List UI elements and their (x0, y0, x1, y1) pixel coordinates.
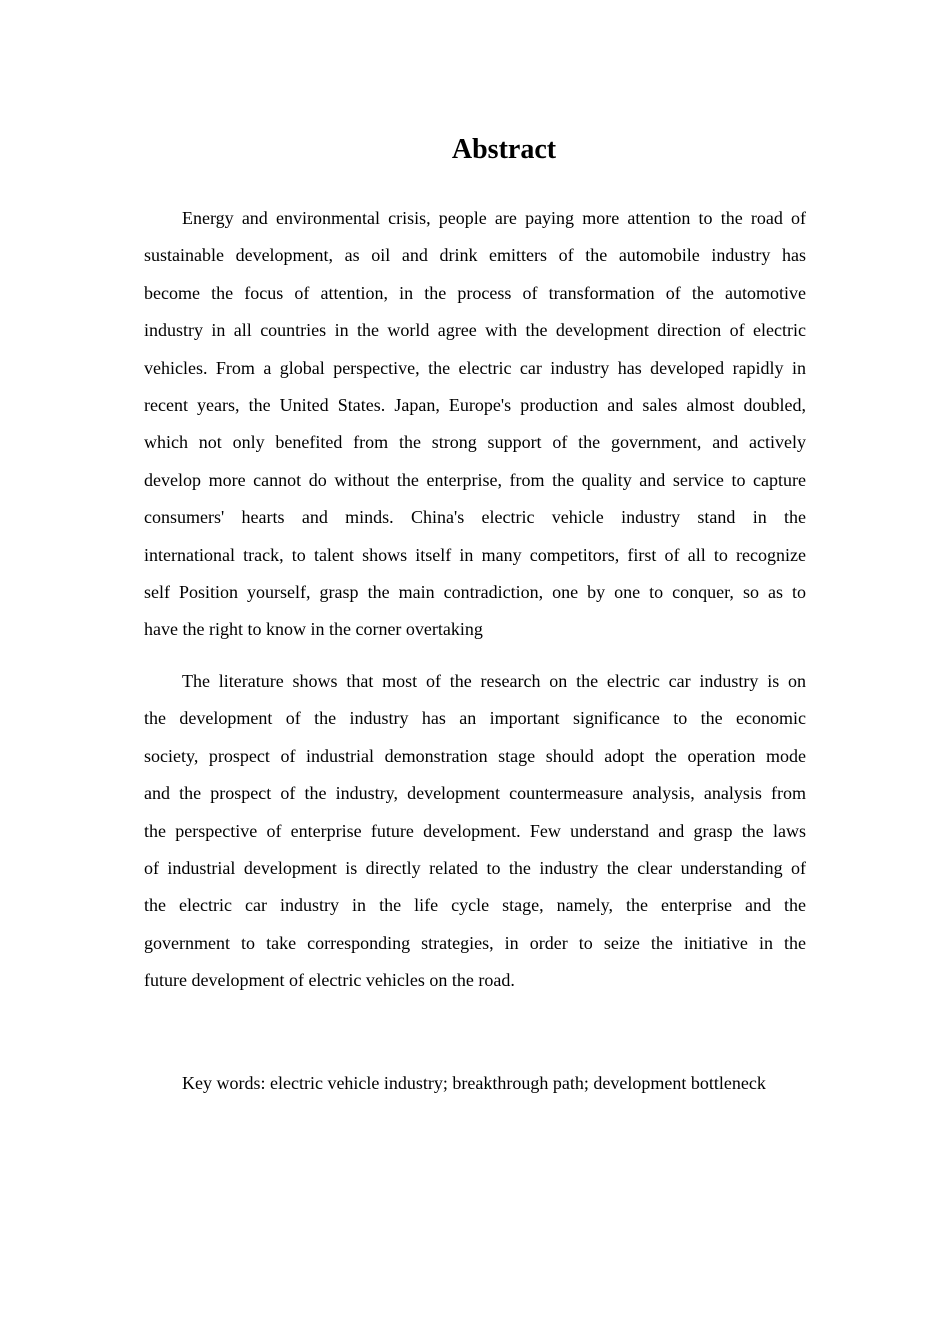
text-line: international track, to talent shows itself in many competitors, first of all to recognize (144, 544, 806, 565)
text-line: consumers' hearts and minds. China's electric vehicle industry stand in the (144, 507, 806, 528)
text-line: become the focus of attention, in the process of transformation of the automotive (144, 282, 806, 303)
text-line: industry in all countries in the world agree with the development direction of electric (144, 320, 806, 341)
text-line: of industrial development is directly related to the industry the clear understanding of (144, 857, 806, 878)
text-line: and the prospect of the industry, development countermeasure analysis, analysis from (144, 783, 806, 804)
page-title: Abstract (451, 134, 557, 165)
text-line: The literature shows that most of the research on the electric car industry is on (182, 671, 806, 691)
text-line: the electric car industry in the life cycle stage, namely, the enterprise and the (144, 895, 806, 916)
text-line: future development of electric vehicles on the road. (144, 970, 515, 991)
text-line: vehicles. From a global perspective, the electric car industry has developed rapidly in (144, 357, 806, 378)
text-line: Energy and environmental crisis, people are paying more attention to the road of (182, 208, 806, 228)
text-line: government to take corresponding strategies, in order to seize the initiative in the (144, 932, 806, 953)
abstract-paragraph-2 (144, 663, 806, 1000)
text-line: society, prospect of industrial demonstration stage should adopt the operation mode (144, 745, 806, 766)
text-line: which not only benefited from the strong support of the government, and actively (144, 432, 806, 453)
text-line: develop more cannot do without the enterprise, from the quality and service to capture (144, 469, 806, 490)
keywords: Key words: electric vehicle industry; breakthrough path; development bottleneck (182, 1073, 766, 1093)
text-line: sustainable development, as oil and drink emitters of the automobile industry has (144, 245, 806, 266)
abstract-paragraph-1 (144, 200, 806, 649)
text-line: recent years, the United States. Japan, Europe's production and sales almost doubled, (144, 394, 806, 415)
text-line: have the right to know in the corner overtaking (144, 619, 483, 640)
text-line: the development of the industry has an important significance to the economic (144, 708, 806, 729)
text-line: self Position yourself, grasp the main contradiction, one by one to conquer, so as to (144, 581, 806, 602)
text-line: the perspective of enterprise future development. Few understand and grasp the laws (144, 820, 806, 841)
